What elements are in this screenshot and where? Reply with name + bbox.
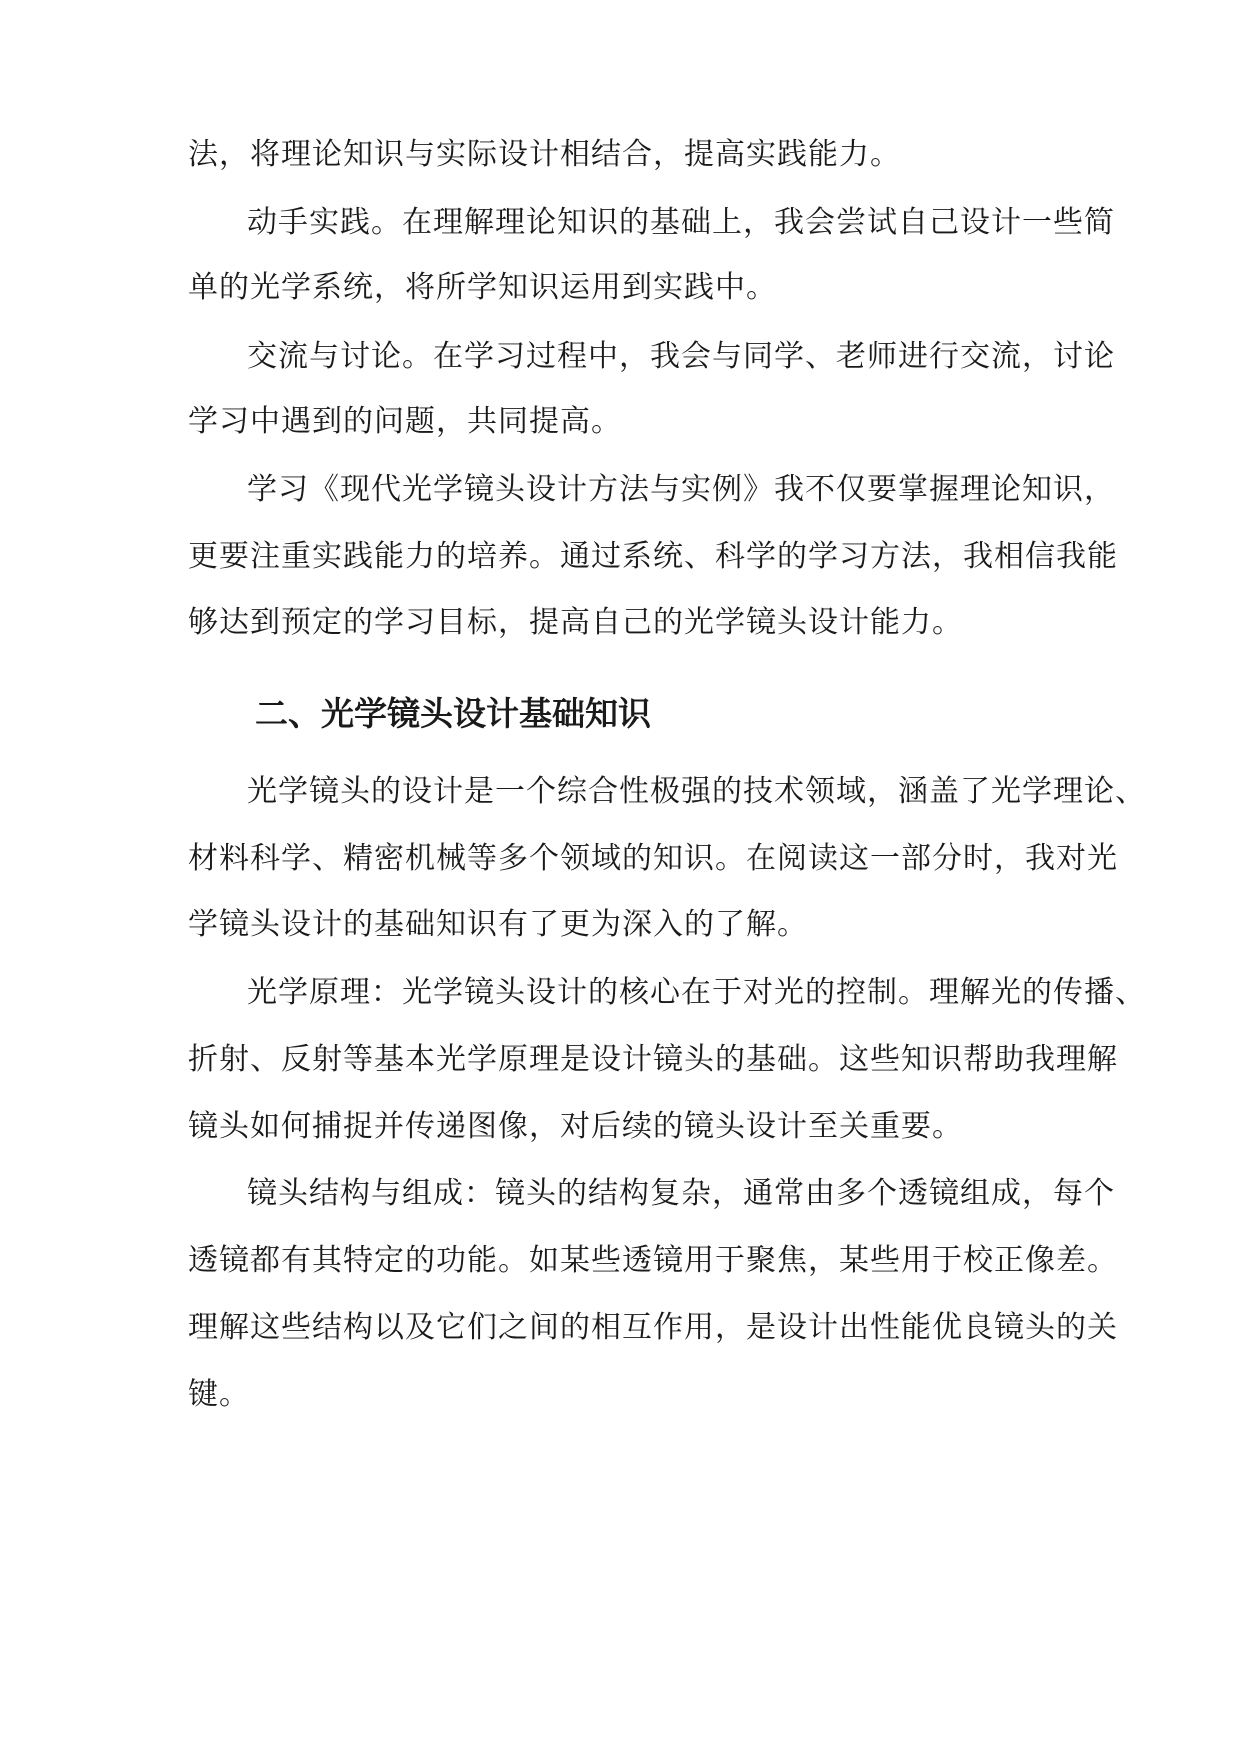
- paragraph-line: 理解这些结构以及它们之间的相互作用，是设计出性能优良镜头的关: [188, 1310, 1118, 1345]
- paragraph-line: 镜头如何捕捉并传递图像，对后续的镜头设计至关重要。: [188, 1109, 963, 1144]
- paragraph-line: 单的光学系统，将所学知识运用到实践中。: [188, 270, 777, 305]
- paragraph-line: 学习中遇到的问题，共同提高。: [188, 404, 622, 439]
- paragraph-line: 更要注重实践能力的培养。通过系统、科学的学习方法，我相信我能: [188, 539, 1118, 574]
- paragraph-line: 学习《现代光学镜头设计方法与实例》我不仅要掌握理论知识，: [247, 472, 1115, 507]
- paragraph-line: 动手实践。在理解理论知识的基础上，我会尝试自己设计一些简: [247, 205, 1115, 240]
- paragraph-line: 够达到预定的学习目标，提高自己的光学镜头设计能力。: [188, 605, 963, 640]
- paragraph-line: 学镜头设计的基础知识有了更为深入的了解。: [188, 907, 808, 942]
- section-heading: 二、光学镜头设计基础知识: [255, 694, 651, 733]
- paragraph-line: 透镜都有其特定的功能。如某些透镜用于聚焦，某些用于校正像差。: [188, 1243, 1118, 1278]
- paragraph-line: 键。: [188, 1377, 250, 1412]
- paragraph-line: 光学镜头的设计是一个综合性极强的技术领域，涵盖了光学理论、: [247, 774, 1146, 809]
- paragraph-line: 材料科学、精密机械等多个领域的知识。在阅读这一部分时，我对光: [188, 841, 1118, 876]
- paragraph-line: 镜头结构与组成：镜头的结构复杂，通常由多个透镜组成，每个: [247, 1176, 1115, 1211]
- paragraph-line: 法，将理论知识与实际设计相结合，提高实践能力。: [188, 137, 901, 172]
- paragraph-line: 交流与讨论。在学习过程中，我会与同学、老师进行交流，讨论: [247, 339, 1115, 374]
- paragraph-line: 折射、反射等基本光学原理是设计镜头的基础。这些知识帮助我理解: [188, 1042, 1118, 1077]
- paragraph-line: 光学原理：光学镜头设计的核心在于对光的控制。理解光的传播、: [247, 975, 1146, 1010]
